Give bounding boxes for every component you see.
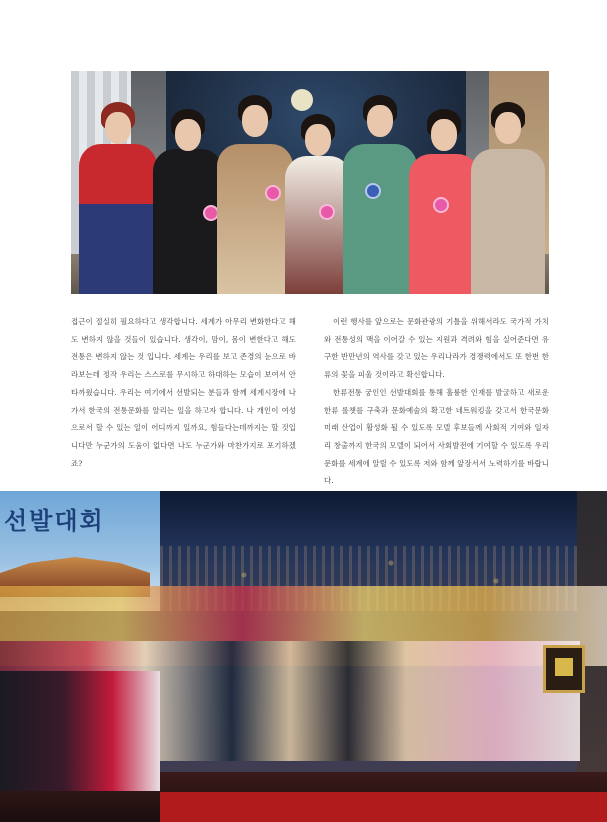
photo-person [409, 99, 479, 294]
photo-person [153, 99, 223, 294]
photo-person [343, 89, 417, 294]
top-photo-group-portrait [71, 71, 549, 294]
right-text-column [324, 313, 549, 490]
left-text-column [71, 313, 296, 472]
body-paragraph: 접근이 절실히 필요하다고 생각합니다. 세계가 아무리 변화한다고 해도 변하지 않을 것들이 있습니다. 생각이, 맘이, 몸이 변한다고 해도 전통은 변하지 않는 것 입니다. 세계는 우리를 보고 존경의 눈으로 바라보는데 정작 우리는 스스로를 무시하고 하대하는 모습이 보여서 안타까웠습니다. 우리는 여기에서 선발되는 분들과 함께 세계시장에 나가서 한국의 전통문화를 알리는 일을 하고자 합니다. 나 개인이 여성으로서 할 수 있는 일이 어디까지 일까요, 힘들다는데까지는 할 것입니다만 누군가의 도움이 없다면 나도 누군가와 마찬가지로 포기하겠죠? [71, 317, 296, 468]
body-paragraph: 이런 행사를 앞으로는 문화관광의 기틀을 위해서라도 국가적 가치와 전통성의 맥을 이어갈 수 있는 지원과 격려와 힘을 실어준다면 유구한 반만년의 역사를 갖고 있는 우리나라가 경쟁력에서도 또 한번 한류의 꽃을 피울 것이라고 확신합니다. [324, 317, 549, 380]
photo-person [471, 94, 545, 294]
photo-banner-text: 선발대회 [4, 507, 105, 535]
photo-person [285, 104, 351, 294]
photo-red-carpet [160, 792, 607, 822]
photo-person [79, 94, 157, 294]
photo-award-plaque [543, 645, 585, 693]
bottom-photo-contest-group [0, 491, 607, 822]
body-paragraph: 한류전통 궁인인 선발대회를 통해 훌륭한 인재를 발굴하고 새로운 한류 롤챗를 구축과 문화예술의 확고한 네트워킹을 갖고서 한국문화 미래 산업이 활성화 될 수 있도록 모델 후보들께 사회적 기여와 일자리 창출까지 한국의 모델이 되어서 사회발전에 기여할 수 있도록 우리 문화를 세계에 알릴 수 있도록 저와 함께 앞장서서 노력하기를 바랍니다. [324, 387, 549, 486]
photo-person [217, 89, 293, 294]
